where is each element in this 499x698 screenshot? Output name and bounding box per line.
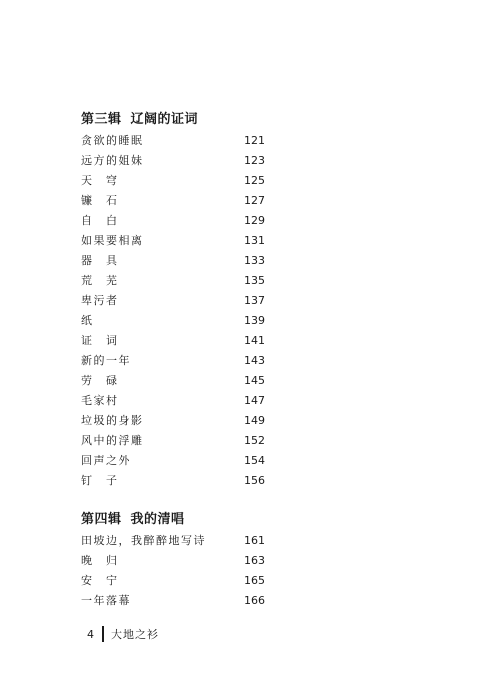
toc-entry-title: 毛家村 <box>81 394 119 407</box>
toc-list <box>81 131 265 491</box>
toc-entry-title: 劳 碌 <box>81 374 119 387</box>
toc-entry-title: 安 宁 <box>81 574 119 587</box>
toc-entry[interactable] <box>81 591 265 611</box>
toc-entry-title: 新的一年 <box>81 354 131 367</box>
toc-entry-page: 129 <box>244 214 265 227</box>
toc-section-3 <box>81 111 265 491</box>
toc-entry[interactable] <box>81 411 265 431</box>
toc-entry-title: 纸 <box>81 314 94 327</box>
toc-entry[interactable] <box>81 191 265 211</box>
toc-entry-page: 123 <box>244 154 265 167</box>
section-heading <box>81 511 265 529</box>
toc-entry-page: 125 <box>244 174 265 187</box>
toc-entry[interactable] <box>81 211 265 231</box>
toc-entry-page: 135 <box>244 274 265 287</box>
toc-entry-page: 147 <box>244 394 265 407</box>
section-title: 辽阔的证词 <box>130 112 199 127</box>
toc-entry[interactable] <box>81 251 265 271</box>
section-label: 第三辑 <box>81 112 122 127</box>
toc-entry-title: 自 白 <box>81 214 119 227</box>
toc-entry[interactable] <box>81 451 265 471</box>
footer-book-title: 大地之衫 <box>111 628 159 641</box>
toc-entry-page: 137 <box>244 294 265 307</box>
toc-entry-page: 166 <box>244 594 265 607</box>
toc-entry[interactable] <box>81 371 265 391</box>
page-footer <box>87 626 159 642</box>
toc-entry[interactable] <box>81 571 265 591</box>
toc-entry-title: 一年落幕 <box>81 594 131 607</box>
toc-entry-title: 证 词 <box>81 334 119 347</box>
footer-divider <box>102 626 104 642</box>
section-label: 第四辑 <box>81 512 122 527</box>
toc-entry-title: 器 具 <box>81 254 119 267</box>
toc-entry[interactable] <box>81 351 265 371</box>
toc-entry-page: 127 <box>244 194 265 207</box>
toc-entry-page: 161 <box>244 534 265 547</box>
toc-entry-title: 荒 芜 <box>81 274 119 287</box>
toc-list <box>81 531 265 611</box>
section-title: 我的清唱 <box>130 512 185 527</box>
toc-entry[interactable] <box>81 131 265 151</box>
toc-entry[interactable] <box>81 471 265 491</box>
toc-entry-page: 156 <box>244 474 265 487</box>
toc-entry-page: 154 <box>244 454 265 467</box>
toc-entry-title: 钉 子 <box>81 474 119 487</box>
toc-entry[interactable] <box>81 291 265 311</box>
toc-entry-page: 139 <box>244 314 265 327</box>
toc-section-4 <box>81 511 265 611</box>
toc-entry-page: 149 <box>244 414 265 427</box>
toc-entry[interactable] <box>81 431 265 451</box>
toc-entry-page: 163 <box>244 554 265 567</box>
toc-entry[interactable] <box>81 171 265 191</box>
toc-entry[interactable] <box>81 271 265 291</box>
toc-entry-title: 田坡边，我醉醉地写诗 <box>81 534 206 547</box>
toc-entry-page: 143 <box>244 354 265 367</box>
toc-entry[interactable] <box>81 231 265 251</box>
toc-entry-title: 天 穹 <box>81 174 119 187</box>
toc-entry-title: 垃圾的身影 <box>81 414 144 427</box>
toc-entry-title: 回声之外 <box>81 454 131 467</box>
toc-entry-page: 141 <box>244 334 265 347</box>
toc-entry-page: 165 <box>244 574 265 587</box>
section-heading <box>81 111 265 129</box>
toc-entry[interactable] <box>81 331 265 351</box>
toc-entry-page: 133 <box>244 254 265 267</box>
toc-entry-title: 卑污者 <box>81 294 119 307</box>
toc-entry-title: 贪欲的睡眠 <box>81 134 144 147</box>
toc-entry-page: 131 <box>244 234 265 247</box>
toc-entry[interactable] <box>81 531 265 551</box>
toc-entry-page: 121 <box>244 134 265 147</box>
footer-page-number: 4 <box>87 627 94 641</box>
toc-entry-page: 152 <box>244 434 265 447</box>
toc-entry-page: 145 <box>244 374 265 387</box>
toc-entry-title: 晚 归 <box>81 554 119 567</box>
toc-entry-title: 镰 石 <box>81 194 119 207</box>
toc-entry-title: 风中的浮雕 <box>81 434 144 447</box>
toc-entry[interactable] <box>81 151 265 171</box>
toc-entry[interactable] <box>81 391 265 411</box>
toc-entry[interactable] <box>81 551 265 571</box>
toc-entry-title: 如果要相离 <box>81 234 144 247</box>
toc-entry[interactable] <box>81 311 265 331</box>
toc-entry-title: 远方的姐妹 <box>81 154 144 167</box>
